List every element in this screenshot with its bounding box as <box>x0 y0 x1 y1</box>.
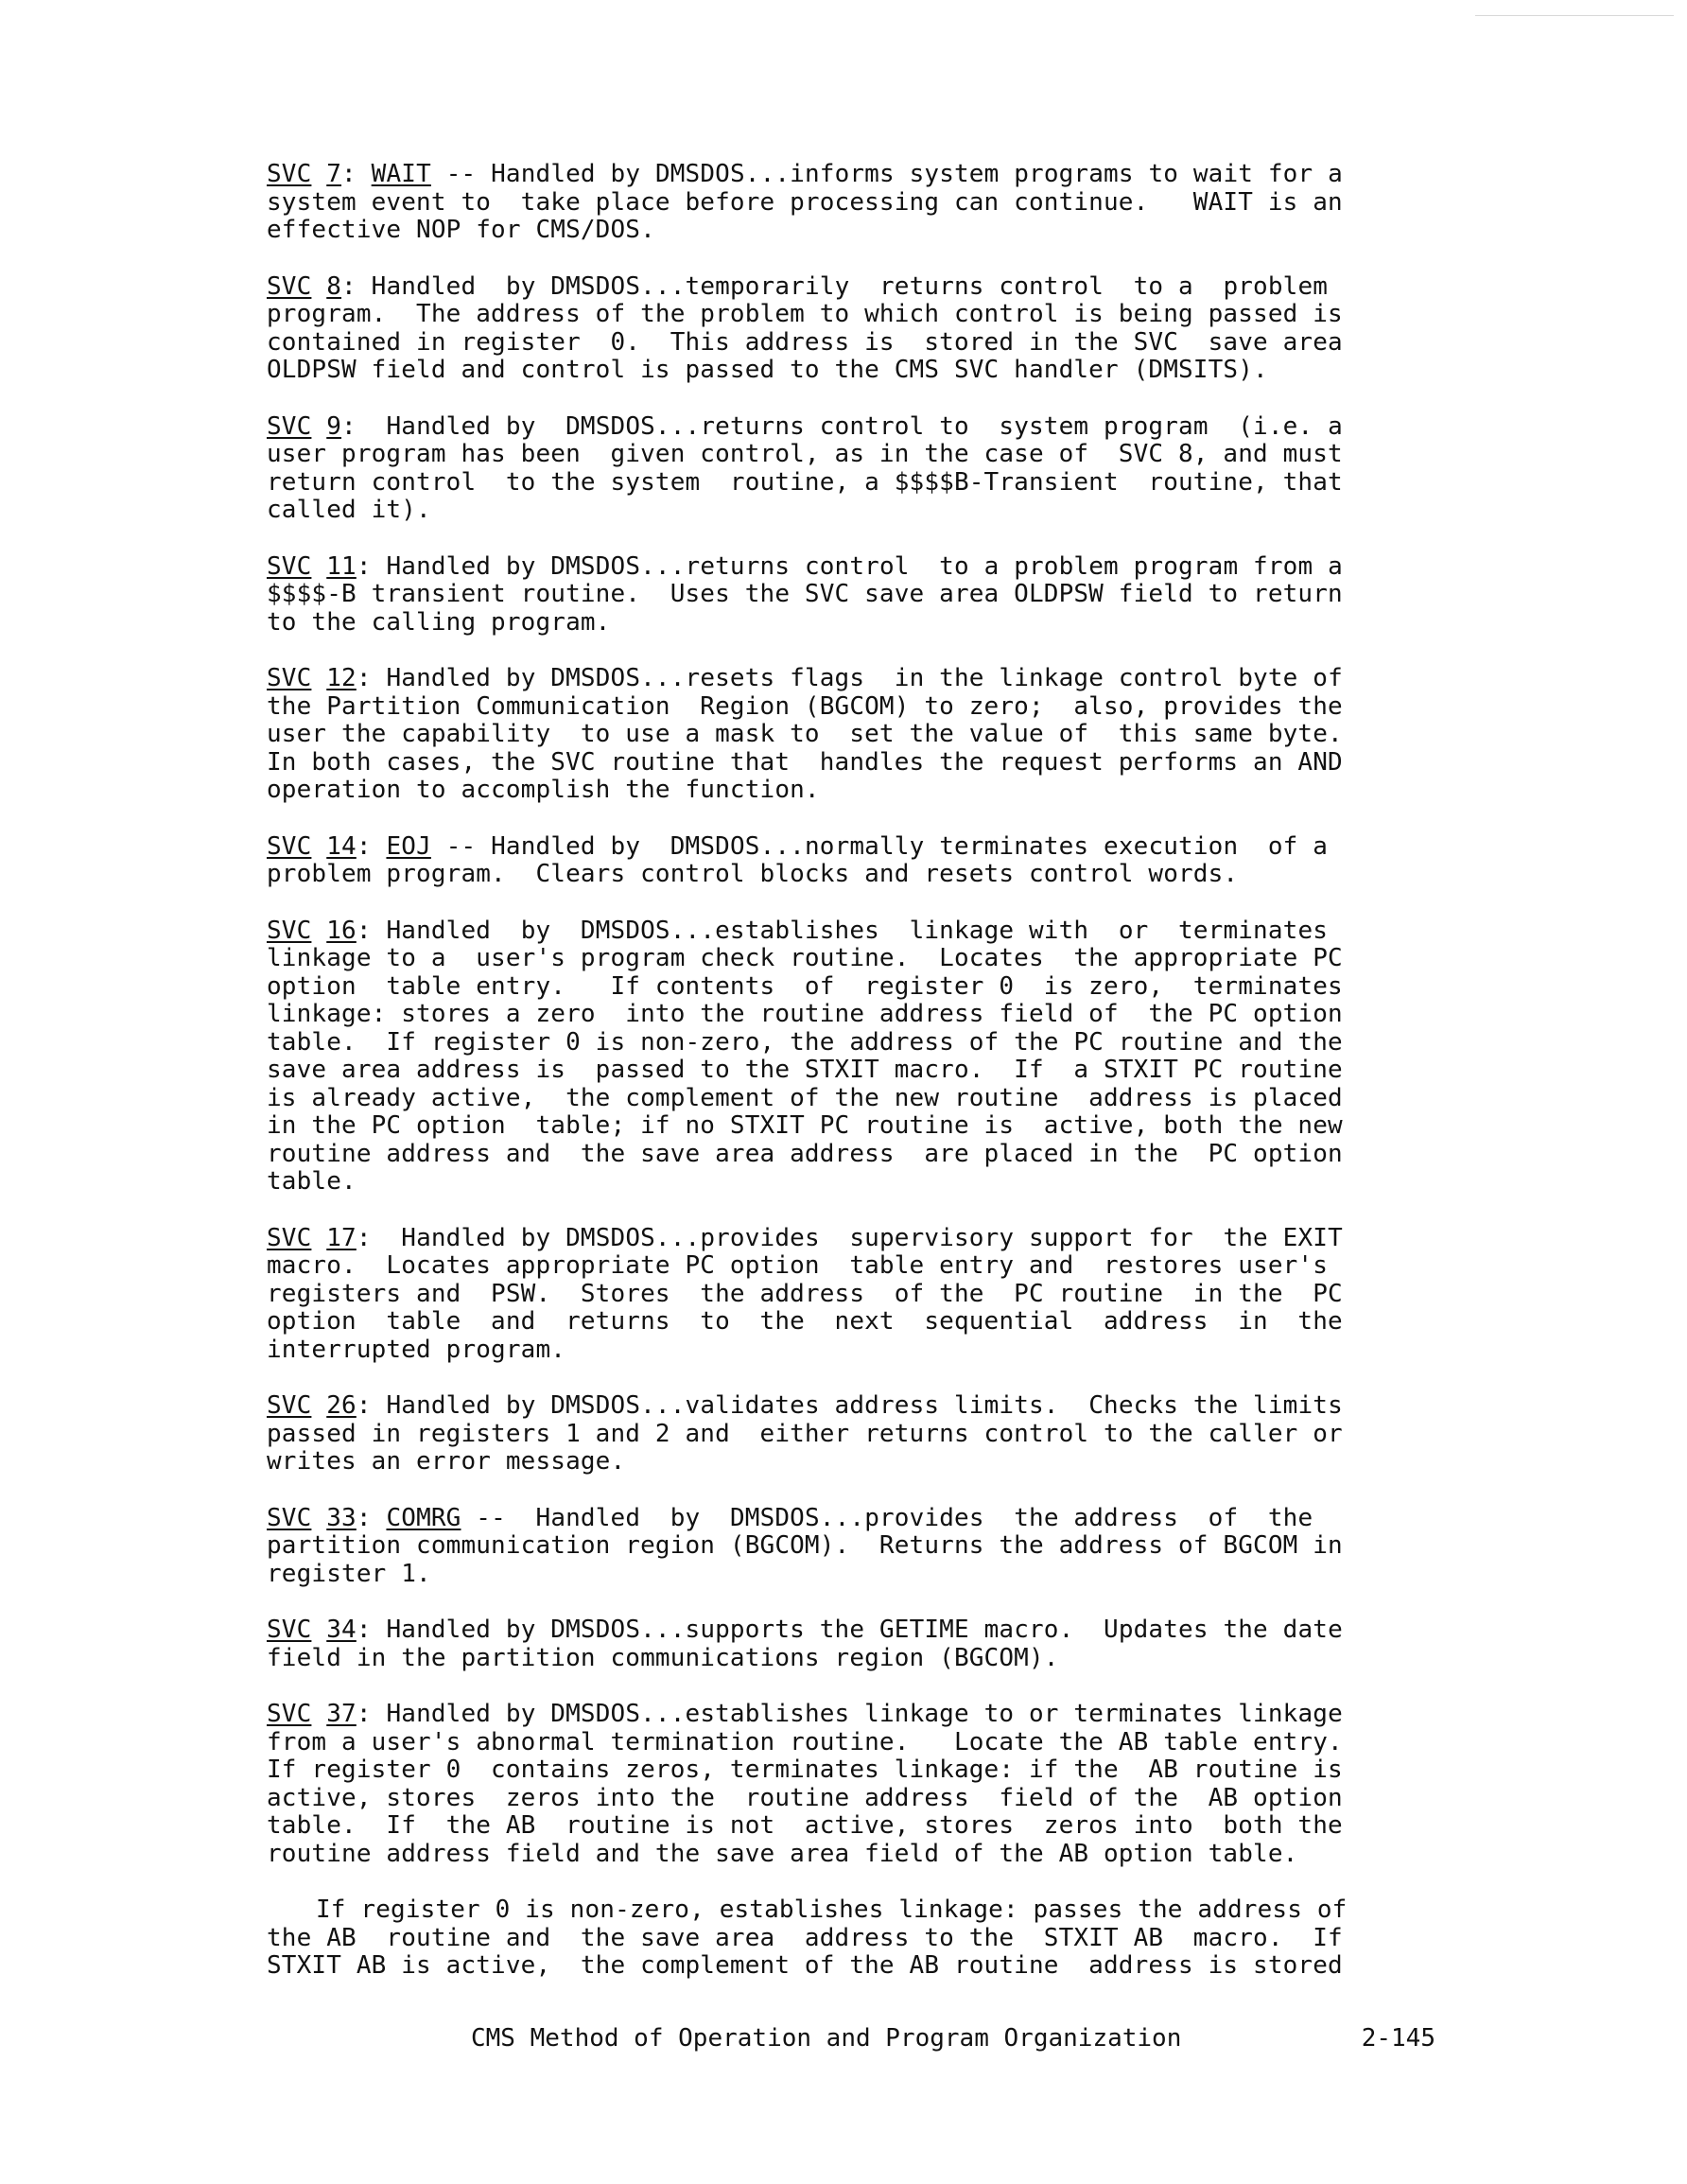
svc-entry-text-line: called it). <box>267 496 431 524</box>
svc-entry-text-line: option table and returns to the next sequential address in the <box>267 1307 1343 1336</box>
svc-label: SVC <box>267 1616 312 1644</box>
svc-number: 26 <box>326 1391 357 1420</box>
svc-entry-text-line: is already active, the complement of the new routine address is placed <box>267 1083 1343 1112</box>
svc-description-start: -- Handled by DMSDOS...provides the address of the <box>461 1503 1313 1532</box>
svc-description-start: Handled by DMSDOS...returns control to a problem program from a <box>371 551 1343 581</box>
svc-entry-heading-line: SVC 17: Handled by DMSDOS...provides supervisory support for the EXIT <box>267 1223 1343 1252</box>
macro-name: WAIT <box>371 160 431 188</box>
svc-number: 8 <box>326 271 342 301</box>
svc-description-start: Handled by DMSDOS...returns control to system program (i.e. a <box>356 411 1343 441</box>
svc-label: SVC <box>267 831 312 861</box>
macro-name: COMRG <box>386 1503 461 1532</box>
svc-entry-text-line: $$$$-B transient routine. Uses the SVC save area OLDPSW field to return <box>267 580 1343 608</box>
svc-entry-text-line: to the calling program. <box>267 607 611 637</box>
svc-entry-heading-line: SVC 14: EOJ -- Handled by DMSDOS...normally terminates execution of a <box>267 831 1329 861</box>
svc-entry-heading-line: SVC 9: Handled by DMSDOS...returns control to system program (i.e. a <box>267 411 1343 441</box>
svc-entry-text-line: user the capability to use a mask to set the value of this same byte. <box>267 720 1343 748</box>
svc-description-start: Handled by DMSDOS...establishes linkage with or terminates <box>371 916 1329 945</box>
svc-entry-text-line: table. If register 0 is non-zero, the address of the PC routine and the <box>267 1027 1343 1057</box>
svc-entry-text-line: macro. Locates appropriate PC option table entry and restores user's <box>267 1251 1329 1280</box>
svc-label: SVC <box>267 551 312 581</box>
svc-label: SVC <box>267 160 312 188</box>
svc-description-start: Handled by DMSDOS...temporarily returns control to a problem <box>356 271 1329 301</box>
svc-entry-text-line: operation to accomplish the function. <box>267 776 820 804</box>
page-footer <box>471 2024 1435 2053</box>
svc-entry-text-line: active, stores zeros into the routine address field of the AB option <box>267 1783 1343 1812</box>
svc-entry-text-line: registers and PSW. Stores the address of the PC routine in the PC <box>267 1279 1343 1308</box>
continuation-paragraph <box>267 1896 1449 1981</box>
svc-entry-heading-line: SVC 34: Handled by DMSDOS...supports the GETIME macro. Updates the date <box>267 1616 1343 1644</box>
svc-label: SVC <box>267 664 312 692</box>
svc-description-start: Handled by DMSDOS...establishes linkage to or terminates linkage <box>371 1700 1343 1728</box>
svc-description-start: Handled by DMSDOS...supports the GETIME macro. Updates the date <box>371 1616 1343 1644</box>
svc-entry <box>267 1701 1449 1868</box>
svc-entry-text-line: problem program. Clears control blocks and resets control words. <box>267 860 1239 888</box>
svc-label: SVC <box>267 1700 312 1728</box>
document-body <box>267 161 1449 2009</box>
svc-entry-heading-line: SVC 8: Handled by DMSDOS...temporarily returns control to a problem <box>267 271 1329 301</box>
svc-entry-heading-line: SVC 7: WAIT -- Handled by DMSDOS...informs system programs to wait for a <box>267 160 1343 188</box>
svc-entry-text-line: If register 0 contains zeros, terminates linkage: if the AB routine is <box>267 1756 1343 1784</box>
svc-number: 37 <box>326 1700 357 1728</box>
svc-entry <box>267 917 1449 1197</box>
svc-entry-heading-line: SVC 12: Handled by DMSDOS...resets flags in the linkage control byte of <box>267 664 1343 692</box>
svc-entry-heading-line: SVC 16: Handled by DMSDOS...establishes linkage with or terminates <box>267 916 1329 945</box>
svc-entry-heading-line: SVC 11: Handled by DMSDOS...returns control to a problem program from a <box>267 551 1343 581</box>
svc-entry-text-line: interrupted program. <box>267 1335 566 1364</box>
svc-entry <box>267 833 1449 889</box>
svc-entry-text-line: In both cases, the SVC routine that handles the request performs an AND <box>267 747 1343 777</box>
svc-entry-heading-line: SVC 26: Handled by DMSDOS...validates address limits. Checks the limits <box>267 1391 1343 1420</box>
svc-entry <box>267 665 1449 805</box>
svc-entry-text-line: the Partition Communication Region (BGCOM) to zero; also, provides the <box>267 691 1343 721</box>
svc-label: SVC <box>267 411 312 441</box>
paragraph-line: STXIT AB is active, the complement of the AB routine address is stored <box>267 1951 1343 1980</box>
svc-number: 9 <box>326 411 342 441</box>
svc-entry <box>267 1392 1449 1476</box>
svc-entry-heading-line: SVC 33: COMRG -- Handled by DMSDOS...provides the address of the <box>267 1503 1313 1532</box>
svc-entry-text-line: routine address and the save area address are placed in the PC option <box>267 1139 1343 1168</box>
svc-label: SVC <box>267 916 312 945</box>
svc-entry <box>267 413 1449 525</box>
svc-number: 34 <box>326 1616 357 1644</box>
svc-description-start: -- Handled by DMSDOS...normally terminates execution of a <box>430 831 1329 861</box>
svc-description-start: Handled by DMSDOS...validates address limits. Checks the limits <box>371 1391 1343 1420</box>
svc-entry-text-line: system event to take place before processing can continue. WAIT is an <box>267 187 1343 217</box>
svc-entry-text-line: OLDPSW field and control is passed to the CMS SVC handler (DMSITS). <box>267 356 1268 384</box>
svc-number: 12 <box>326 664 357 692</box>
svc-number: 33 <box>326 1503 357 1532</box>
svc-entry <box>267 1616 1449 1672</box>
svc-entry <box>267 1225 1449 1365</box>
footer-title: CMS Method of Operation and Program Organization <box>471 2024 1182 2053</box>
svc-number: 14 <box>326 831 357 861</box>
page-number: 2-145 <box>1361 2024 1435 2053</box>
svc-label: SVC <box>267 271 312 301</box>
svc-entry-text-line: partition communication region (BGCOM). Returns the address of BGCOM in <box>267 1531 1343 1560</box>
scan-artifact <box>1475 15 1674 16</box>
svc-number: 16 <box>326 916 357 945</box>
svc-entry-heading-line: SVC 37: Handled by DMSDOS...establishes linkage to or terminates linkage <box>267 1700 1343 1728</box>
svc-entry-text-line: option table entry. If contents of register 0 is zero, terminates <box>267 971 1343 1001</box>
svc-entry-text-line: table. <box>267 1167 357 1196</box>
svc-entry-text-line: field in the partition communications region (BGCOM). <box>267 1643 1059 1672</box>
svc-number: 17 <box>326 1223 357 1252</box>
svc-number: 11 <box>326 551 357 581</box>
svc-entry-text-line: register 1. <box>267 1559 431 1588</box>
macro-name: EOJ <box>386 831 431 861</box>
svc-description-start: -- Handled by DMSDOS...informs system programs to wait for a <box>430 160 1343 188</box>
svc-label: SVC <box>267 1391 312 1420</box>
svc-entry <box>267 161 1449 245</box>
svc-entry-text-line: save area address is passed to the STXIT macro. If a STXIT PC routine <box>267 1056 1343 1084</box>
paragraph-line: the AB routine and the save area address to the STXIT AB macro. If <box>267 1923 1343 1952</box>
svc-description-start: Handled by DMSDOS...provides supervisory support for the EXIT <box>371 1223 1343 1252</box>
paragraph-line: If register 0 is non-zero, establishes linkage: passes the address of <box>316 1896 1348 1924</box>
svc-entry-text-line: return control to the system routine, a $$$$B-Transient routine, that <box>267 467 1343 497</box>
svc-entry <box>267 1505 1449 1589</box>
svc-description-start: Handled by DMSDOS...resets flags in the linkage control byte of <box>371 664 1343 692</box>
svc-entry <box>267 553 1449 638</box>
svc-label: SVC <box>267 1223 312 1252</box>
svc-entry-text-line: table. If the AB routine is not active, stores zeros into both the <box>267 1811 1343 1840</box>
svc-entry-text-line: linkage to a user's program check routine. Locates the appropriate PC <box>267 944 1343 972</box>
svc-entry <box>267 273 1449 385</box>
svc-entry-text-line: effective NOP for CMS/DOS. <box>267 216 655 244</box>
svc-entry-text-line: program. The address of the problem to which control is being passed is <box>267 300 1343 328</box>
svc-label: SVC <box>267 1503 312 1532</box>
svc-entry-text-line: linkage: stores a zero into the routine address field of the PC option <box>267 1000 1343 1028</box>
svc-entry-text-line: routine address field and the save area field of the AB option table. <box>267 1839 1298 1868</box>
svc-entry-text-line: passed in registers 1 and 2 and either returns control to the caller or <box>267 1419 1343 1448</box>
svc-number: 7 <box>326 160 342 188</box>
svc-entry-text-line: user program has been given control, as in the case of SVC 8, and must <box>267 440 1343 468</box>
svc-entry-text-line: in the PC option table; if no STXIT PC routine is active, both the new <box>267 1111 1343 1140</box>
svc-entry-text-line: from a user's abnormal termination routine. Locate the AB table entry. <box>267 1727 1343 1756</box>
svc-entry-text-line: writes an error message. <box>267 1447 626 1476</box>
svc-entry-text-line: contained in register 0. This address is stored in the SVC save area <box>267 327 1343 357</box>
